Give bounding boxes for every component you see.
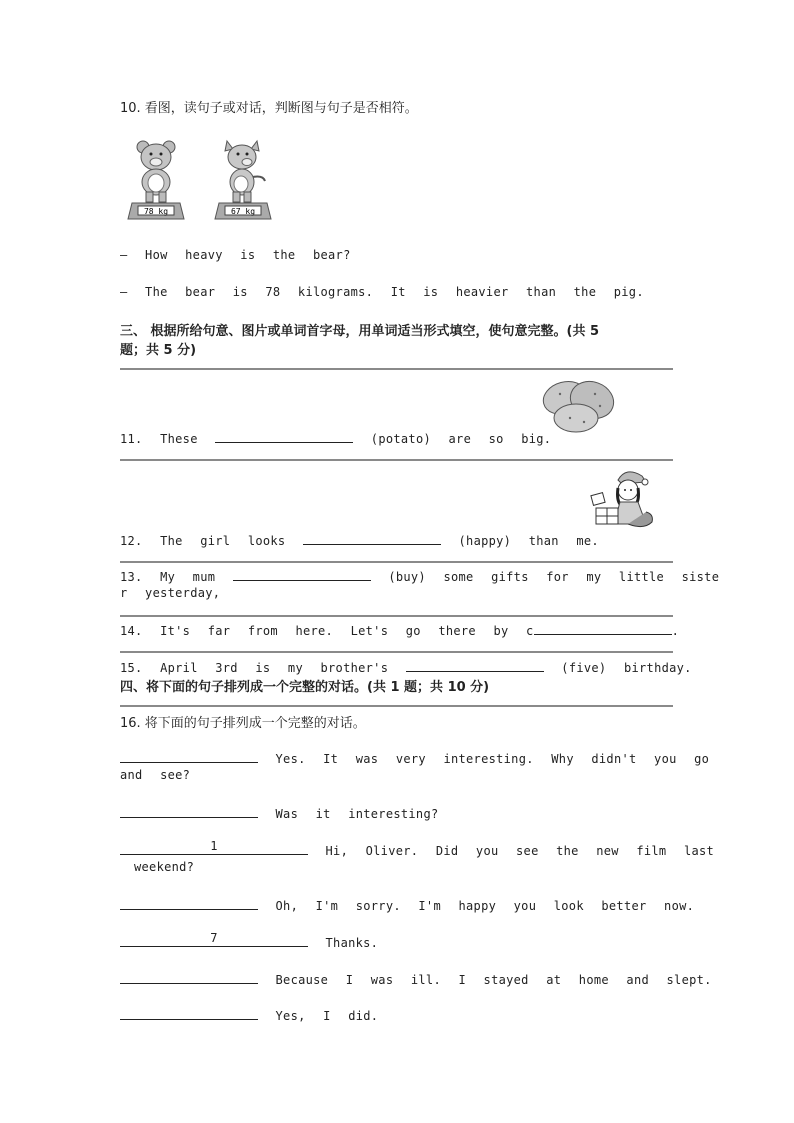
dialogue-text: Oh, I'm sorry. I'm happy you look better now.	[275, 899, 695, 913]
q13-prefix: My mum	[160, 570, 216, 584]
q15-suffix: (five) birthday.	[561, 661, 692, 675]
q15-prefix: April 3rd is my brother's	[160, 661, 389, 675]
dialogue-item	[120, 897, 694, 913]
dialogue-answer-blank[interactable]	[120, 1007, 258, 1020]
dialogue-item	[120, 750, 709, 766]
dialogue-text: Yes, I did.	[275, 1009, 379, 1023]
question-11	[120, 430, 551, 446]
q12-answer-blank[interactable]	[303, 532, 441, 545]
divider	[120, 615, 673, 617]
dialogue-answer-value: 7	[210, 931, 218, 945]
dialogue-answer-blank[interactable]	[120, 897, 258, 910]
q10-line1: — How heavy is the bear?	[120, 248, 351, 262]
question-14	[120, 622, 679, 638]
q14-suffix: .	[671, 624, 680, 638]
q11-prefix: These	[160, 432, 198, 446]
section4-title: 四、将下面的句子排列成一个完整的对话。(共 1 题；共 10 分)	[120, 680, 490, 695]
dialogue-text: Hi, Oliver. Did you see the new film last	[325, 844, 715, 858]
question-13	[120, 568, 719, 584]
q10-heading: 10. 看图，读句子或对话，判断图与句子是否相符。	[120, 101, 418, 116]
section3-title-line2: 题；共 5 分)	[120, 343, 197, 358]
dialogue-text: Yes. It was very interesting. Why didn't you go	[275, 752, 710, 766]
q13-number: 13.	[120, 570, 143, 584]
question-12	[120, 532, 599, 548]
dialogue-text: Because I was ill. I stayed at home and slept.	[275, 973, 712, 987]
dialogue-answer-value: 1	[210, 839, 218, 853]
section3-title-line1: 三、 根据所给句意、图片或单词首字母，用单词适当形式填空，使句意完整。(共 5	[120, 324, 600, 339]
q11-suffix: (potato) are so big.	[370, 432, 552, 446]
divider	[120, 459, 673, 461]
q14-answer-blank[interactable]	[534, 622, 672, 635]
q12-number: 12.	[120, 534, 143, 548]
divider	[120, 561, 673, 563]
girl-with-gifts-image	[588, 468, 658, 534]
q15-number: 15.	[120, 661, 143, 675]
dialogue-item	[120, 805, 439, 821]
q11-number: 11.	[120, 432, 143, 446]
dialogue-answer-blank[interactable]	[120, 805, 258, 818]
pig-on-scale-image	[213, 135, 273, 223]
question-15	[120, 659, 692, 675]
dialogue-item	[120, 1007, 378, 1023]
dialogue-text-continued: and see?	[120, 768, 191, 782]
q16-heading: 16. 将下面的句子排列成一个完整的对话。	[120, 716, 366, 731]
divider	[120, 368, 673, 370]
q10-line2: — The bear is 78 kilograms. It is heavier than the pig.	[120, 285, 644, 299]
dialogue-answer-blank[interactable]	[120, 971, 258, 984]
dialogue-answer-blank[interactable]	[120, 750, 258, 763]
dialogue-answer-blank[interactable]	[120, 839, 308, 855]
dialogue-item	[120, 931, 379, 950]
q15-answer-blank[interactable]	[406, 659, 544, 672]
q11-answer-blank[interactable]	[215, 430, 353, 443]
q13-answer-blank[interactable]	[233, 568, 371, 581]
dialogue-item	[120, 839, 715, 858]
q14-prefix: It's far from here. Let's go there by c	[160, 624, 534, 638]
dialogue-item	[120, 971, 712, 987]
divider	[120, 651, 673, 653]
dialogue-text: Thanks.	[325, 936, 379, 950]
q13-suffix: (buy) some gifts for my little siste	[388, 570, 720, 584]
divider	[120, 705, 673, 707]
potatoes-image	[540, 374, 618, 436]
pig-scale-readout: 67 kg	[230, 207, 256, 216]
q13-line2: r yesterday,	[120, 586, 221, 600]
dialogue-text-continued: weekend?	[134, 860, 195, 874]
q14-number: 14.	[120, 624, 143, 638]
bear-scale-readout: 78 kg	[143, 207, 169, 216]
q12-prefix: The girl looks	[160, 534, 286, 548]
q12-suffix: (happy) than me.	[458, 534, 599, 548]
dialogue-answer-blank[interactable]	[120, 931, 308, 947]
bear-on-scale-image	[126, 135, 186, 223]
dialogue-text: Was it interesting?	[275, 807, 439, 821]
